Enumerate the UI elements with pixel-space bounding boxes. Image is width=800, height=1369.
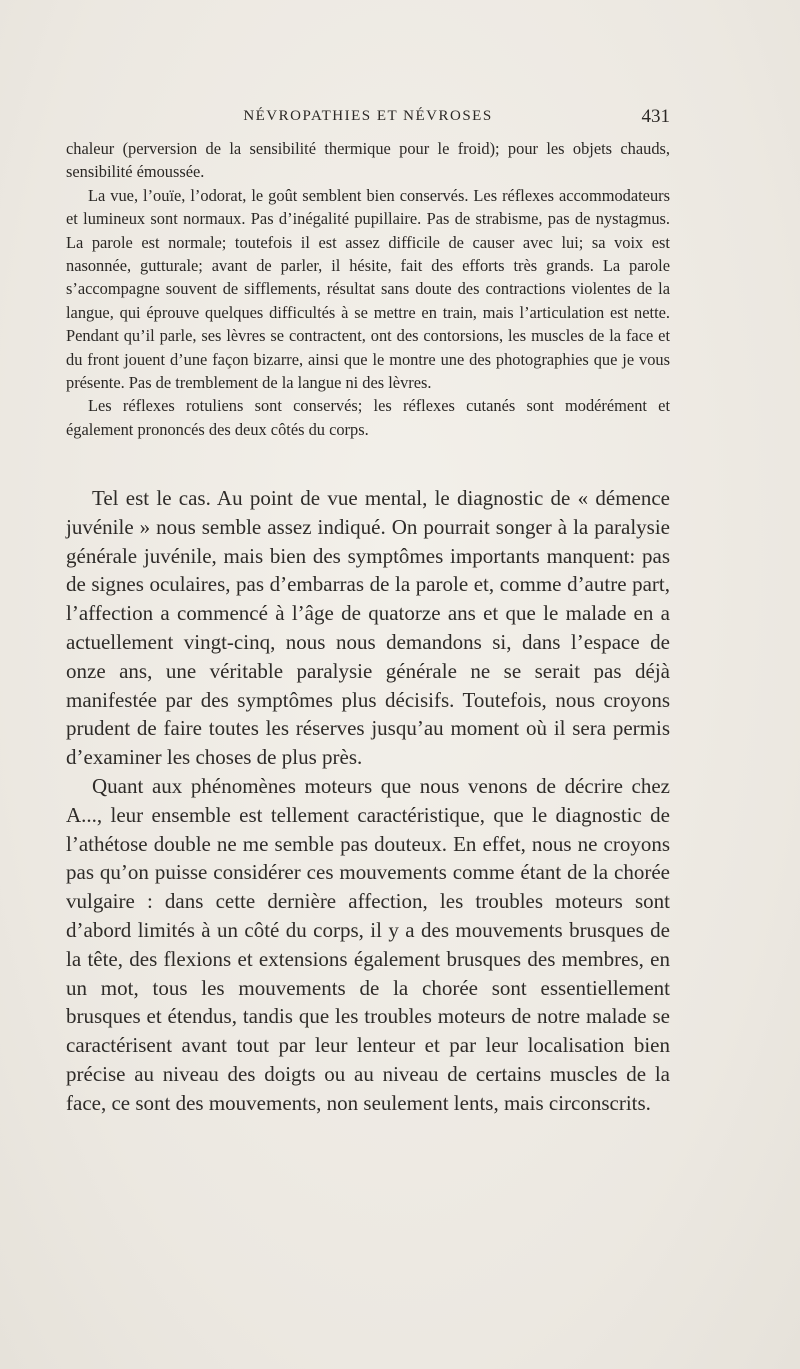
- running-head-title: NÉVROPATHIES ET NÉVROSES: [243, 108, 493, 124]
- page-number: 431: [641, 106, 670, 127]
- paragraph-continuation: chaleur (perversion de la sensibilité thermique pour le froid); pour les objets chauds, sensibilité émoussée.: [66, 139, 670, 182]
- paragraph-senses-speech: La vue, l’ouïe, l’odorat, le goût semblent bien conservés. Les réflexes accommodateurs et lumineux sont normaux. Pas d’inégalité pupillaire. Pas de strabisme, pas de nystagmus. La parole est normale; toutefois il est assez difficile de causer avec lui; sa voix est nasonnée, gutturale; avant de parler, il hésite, fait des efforts très grands. La parole s’accompagne souvent de sifflements, résultat sans doute des contractions violentes de la langue, qui éprouve quelques difficultés à se mettre en train, mais l’articulation est nette. Pendant qu’il parle, ses lèvres se contractent, ont des contorsions, les muscles de la face et du front jouent d’une façon bizarre, ainsi que le montre une des photographies que je vous présente. Pas de tremblement de la langue ni des lèvres.: [66, 185, 670, 393]
- paragraph-diagnosis: Tel est le cas. Au point de vue mental, le diagnostic de « démence juvénile » nous semble assez indiqué. On pourrait songer à la paralysie générale juvénile, mais bien des symptômes importants manquent: pas de signes oculaires, pas d’embarras de la parole et, comme d’autre part, l’affection a commencé à l’âge de quatorze ans et que le malade en a actuellement vingt-cinq, nous nous demandons si, dans l’espace de onze ans, une véritable paralysie générale ne se serait pas déjà manifestée par des symptômes plus décisifs. Toutefois, nous croyons prudent de faire toutes les réserves jusqu’au moment où il sera permis d’examiner les choses de plus près.: [66, 486, 670, 770]
- paragraph-reflexes: Les réflexes rotuliens sont conservés; les réflexes cutanés sont modérément et également prononcés des deux côtés du corps.: [66, 396, 670, 439]
- discussion-block: [66, 484, 670, 1118]
- running-head: [66, 106, 670, 130]
- paragraph-athetosis: Quant aux phénomènes moteurs que nous venons de décrire chez A..., leur ensemble est tellement caractéristique, que le diagnostic de l’athétose double ne me semble pas douteux. En effet, nous ne croyons pas qu’on puisse considérer ces mouvements comme étant de la chorée vulgaire : dans cette dernière affection, les troubles moteurs sont d’abord limités à un côté du corps, il y a des mouvements brusques de la tête, des flexions et extensions également brusques des membres, en un mot, tous les mouvements de la chorée sont essentiellement brusques et étendus, tandis que les troubles moteurs de notre malade se caractérisent avant tout par leur lenteur et par leur localisation bien précise au niveau des doigts ou au niveau de certains muscles de la face, ce sont des mouvements, non seulement lents, mais circonscrits.: [66, 773, 670, 1115]
- case-notes-block: [66, 137, 670, 441]
